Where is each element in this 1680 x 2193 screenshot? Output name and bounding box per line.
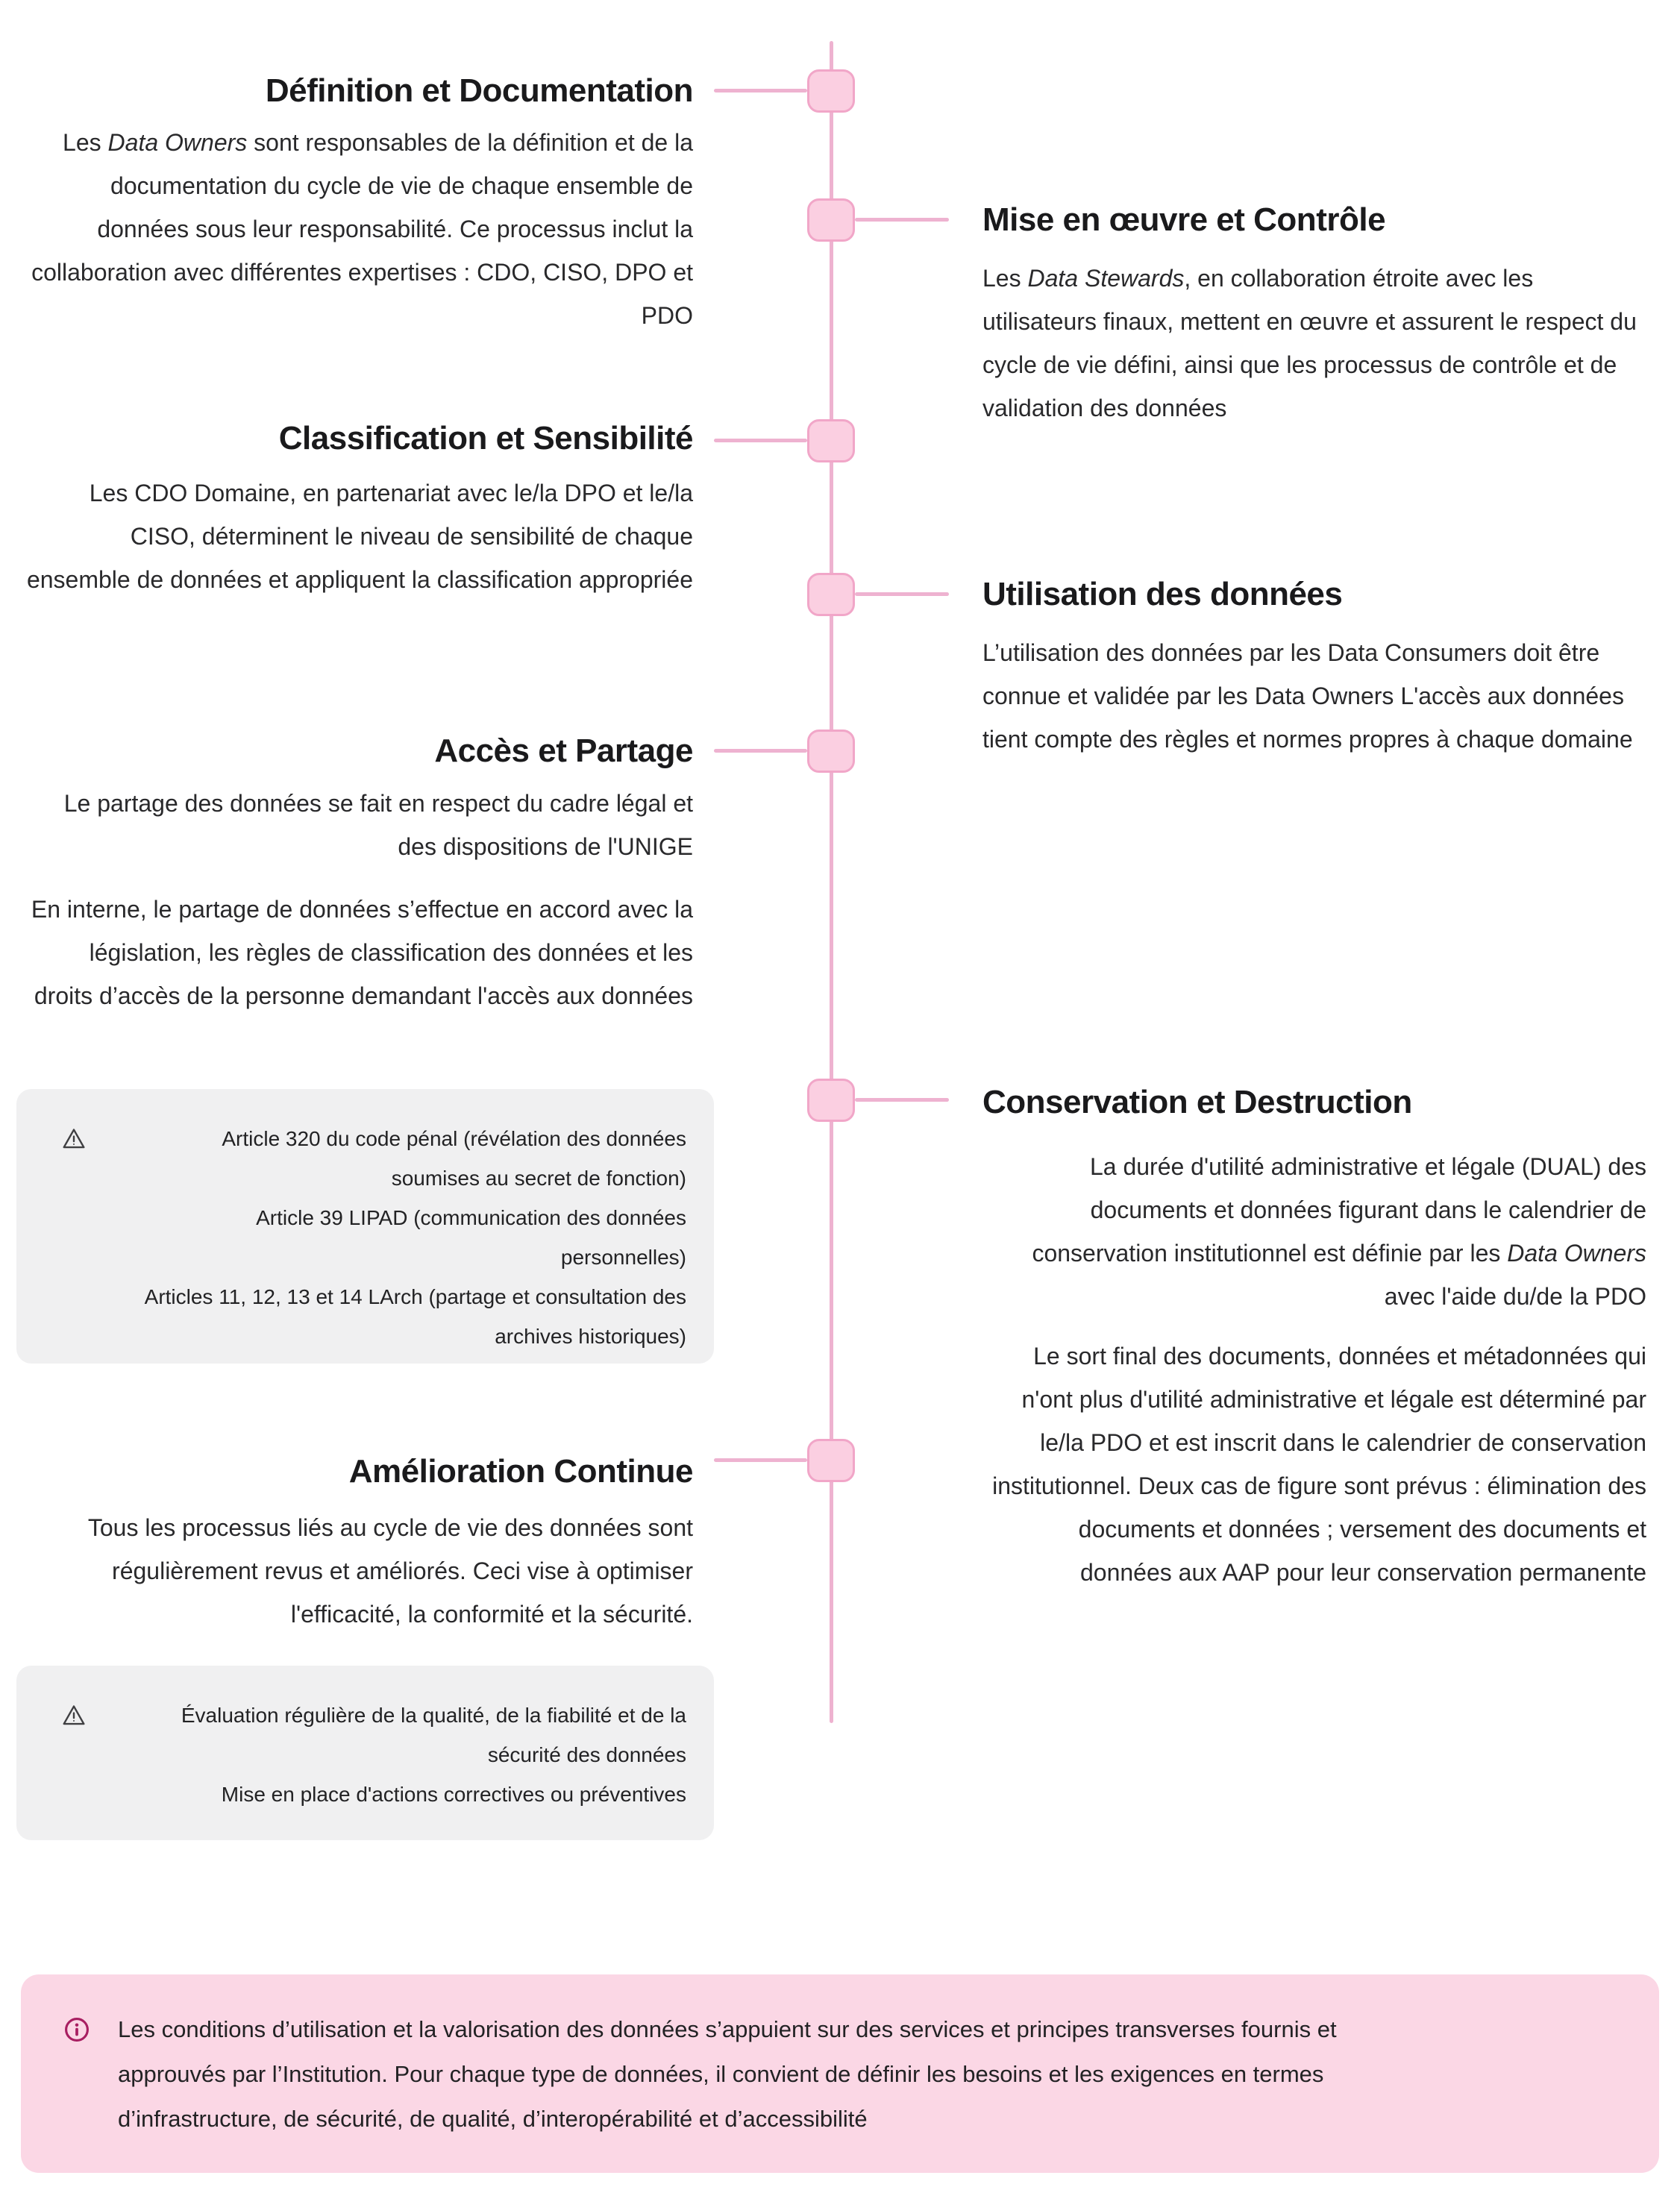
callout-line: Évaluation régulière de la qualité, de la fiabilité et de la sécurité des données <box>181 1704 686 1766</box>
section-body-definition <box>25 121 693 337</box>
section-title-mise-en-oeuvre: Mise en œuvre et Contrôle <box>982 201 1386 238</box>
timeline-node-mise-en-oeuvre <box>807 198 855 242</box>
legal-articles-callout <box>16 1089 714 1364</box>
callout-line: Article 39 LIPAD (communication des données personnelles) <box>256 1206 686 1269</box>
info-icon <box>63 2016 90 2043</box>
timeline-node-utilisation <box>807 573 855 616</box>
body-text: Les <box>982 265 1028 292</box>
timeline-connector <box>714 439 807 442</box>
section-body-classification: Les CDO Domaine, en partenariat avec le/la DPO et le/la CISO, déterminent le niveau de sensibilité de chaque ensemble de données et appliquent la classification appropriée <box>26 480 693 593</box>
timeline-connector <box>714 749 807 753</box>
italic-term: Data Owners <box>1507 1240 1646 1267</box>
timeline-node-definition <box>807 69 855 113</box>
italic-term: Data Owners <box>107 129 248 156</box>
warning-icon <box>61 1703 87 1728</box>
section-body-acces-p2: En interne, le partage de données s’effectue en accord avec la législation, les règles de classification des données et les droits d’accès de la personne demandant l'accès aux données <box>31 896 693 1009</box>
section-body-utilisation: L’utilisation des données par les Data Consumers doit être connue et validée par les Data Owners L'accès aux données tient compte des règles et normes propres à chaque domaine <box>982 639 1633 753</box>
timeline-node-amelioration <box>807 1439 855 1482</box>
italic-term: Data Stewards <box>1027 265 1185 292</box>
evaluation-callout <box>16 1666 714 1840</box>
section-body-acces-p1: Le partage des données se fait en respect du cadre légal et des dispositions de l'UNIGE <box>63 790 693 860</box>
timeline-connector <box>855 1098 949 1102</box>
section-body-conservation-p2: Le sort final des documents, données et métadonnées qui n'ont plus d'utilité administrative et légale est déterminé par le/la PDO et est inscrit dans le calendrier de conservation institutionnel. Deux cas de figure sont prévus : élimination des documents et données ; versement des documents et données aux AAP pour leur conservation permanente <box>992 1343 1646 1586</box>
body-text: La durée d'utilité administrative et légale (DUAL) des documents et données figurant dans le calendrier de conservation institutionnel est définie par les <box>1032 1153 1646 1267</box>
section-title-acces: Accès et Partage <box>434 732 693 769</box>
timeline-node-conservation <box>807 1079 855 1122</box>
timeline-connector <box>855 592 949 596</box>
timeline-node-classification <box>807 419 855 462</box>
timeline-connector <box>714 1458 807 1462</box>
timeline-connector <box>855 218 949 222</box>
callout-line: Mise en place d'actions correctives ou préventives <box>221 1783 686 1806</box>
body-text: sont responsables de la définition et de la documentation du cycle de vie de chaque ensemble de données sous leur responsabilité. Ce processus inclut la collaboration avec différentes expertises : CDO, CISO, DPO et PDO <box>31 129 693 329</box>
section-body-conservation-p1 <box>982 1145 1646 1318</box>
warning-icon <box>61 1126 87 1152</box>
legal-articles-text <box>136 1119 686 1356</box>
footer-line: approuvés par l’Institution. Pour chaque type de données, il convient de définir les besoins et les exigences en termes <box>118 2061 1324 2087</box>
body-text: avec l'aide du/de la PDO <box>1384 1283 1646 1310</box>
footer-note <box>21 1974 1659 2173</box>
footer-note-text <box>118 2007 1606 2142</box>
section-body-mise-en-oeuvre <box>982 257 1646 430</box>
section-title-classification: Classification et Sensibilité <box>278 420 693 457</box>
section-title-definition: Définition et Documentation <box>265 72 693 109</box>
section-title-amelioration: Amélioration Continue <box>348 1453 693 1490</box>
footer-line: Les conditions d’utilisation et la valorisation des données s’appuient sur des services et principes transverses fournis et <box>118 2016 1337 2042</box>
callout-line: Article 320 du code pénal (révélation des données soumises au secret de fonction) <box>222 1127 686 1190</box>
body-text: Les <box>63 129 108 156</box>
timeline-connector <box>714 89 807 92</box>
footer-line: d’infrastructure, de sécurité, de qualité, d’interopérabilité et d’accessibilité <box>118 2106 868 2132</box>
section-title-utilisation: Utilisation des données <box>982 576 1343 612</box>
section-body-amelioration: Tous les processus liés au cycle de vie des données sont régulièrement revus et améliorés. Ceci vise à optimiser l'efficacité, la conformité et la sécurité. <box>87 1514 693 1628</box>
body-text: , en collaboration étroite avec les utilisateurs finaux, mettent en œuvre et assurent le respect du cycle de vie défini, ainsi que les processus de contrôle et de validation des données <box>982 265 1637 421</box>
evaluation-text <box>136 1695 686 1814</box>
callout-line: Articles 11, 12, 13 et 14 LArch (partage et consultation des archives historiques) <box>144 1285 686 1348</box>
timeline-node-acces <box>807 730 855 773</box>
section-title-conservation: Conservation et Destruction <box>982 1084 1412 1120</box>
